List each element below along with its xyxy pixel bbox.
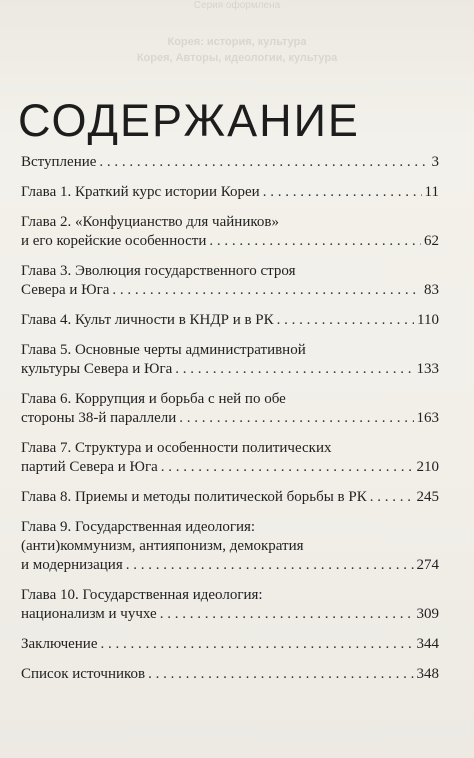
- toc-entry-title: Глава 7. Структура и особенности политических: [21, 440, 332, 456]
- dot-leader: [160, 605, 414, 624]
- toc-entry: [21, 488, 439, 507]
- toc-entry-leader-line: [21, 183, 439, 202]
- toc-entry-title: Глава 8. Приемы и методы политической борьбы в РК: [21, 489, 367, 505]
- dot-leader: [370, 488, 414, 507]
- toc-entry-title: Глава 1. Краткий курс истории Кореи: [21, 184, 260, 200]
- dot-leader: [263, 183, 422, 202]
- toc-entry-leader-line: [21, 153, 439, 172]
- toc-entry: [21, 183, 439, 202]
- toc-entry-title: Список источников: [21, 666, 146, 682]
- dot-leader: [161, 458, 414, 477]
- toc-entry-leader-line: [21, 232, 439, 251]
- toc-page-number: 3: [431, 154, 439, 170]
- toc-entry-title: Глава 4. Культ личности в КНДР и в РК: [21, 312, 274, 328]
- toc-page-number: 210: [416, 459, 439, 475]
- toc-entry-leader-line: [21, 665, 439, 684]
- toc-entry: [21, 262, 439, 300]
- bleed-through-text: Корея: история, культура: [167, 36, 307, 48]
- toc-entry: [21, 153, 439, 172]
- toc-entry-title: Глава 6. Коррупция и борьба с ней по обе: [21, 391, 286, 407]
- toc-entry-title: культуры Севера и Юга: [21, 361, 173, 377]
- dot-leader: [99, 153, 428, 172]
- toc-entry-leader-line: [21, 409, 439, 428]
- toc-page-number: 348: [416, 666, 439, 682]
- toc-entry-title: стороны 38-й параллели: [21, 410, 177, 426]
- toc-entry-title: партий Севера и Юга: [21, 459, 158, 475]
- toc-entry-title: национализм и чучхе: [21, 606, 157, 622]
- dot-leader: [277, 311, 414, 330]
- toc-entry: [21, 439, 439, 477]
- toc-entry-title-line: [21, 537, 439, 556]
- toc-page-number: 11: [424, 184, 439, 200]
- toc-entry-title-line: [21, 518, 439, 537]
- toc-entry-leader-line: [21, 605, 439, 624]
- toc-entry: [21, 311, 439, 330]
- toc-page-number: 163: [416, 410, 439, 426]
- dot-leader: [112, 281, 421, 300]
- toc-page-number: 83: [424, 282, 439, 298]
- toc-entry-leader-line: [21, 311, 439, 330]
- toc-entry-leader-line: [21, 635, 439, 654]
- toc-entry: [21, 518, 439, 575]
- toc-entry-title: Севера и Юга: [21, 282, 110, 298]
- toc-entry-title: Глава 5. Основные черты административной: [21, 342, 306, 358]
- toc-entry-leader-line: [21, 458, 439, 477]
- toc-entry-title: Вступление: [21, 154, 97, 170]
- toc-entry-title-line: [21, 390, 439, 409]
- toc-page-number: 133: [416, 361, 439, 377]
- toc-entry: [21, 390, 439, 428]
- toc-entry: [21, 586, 439, 624]
- toc-page-number: 309: [416, 606, 439, 622]
- toc-page-number: 344: [416, 636, 439, 652]
- toc-entry: [21, 635, 439, 654]
- dot-leader: [175, 360, 413, 379]
- toc-entry-title-line: [21, 213, 439, 232]
- toc-entry-title: и модернизация: [21, 557, 123, 573]
- toc-entry-title: Заключение: [21, 636, 98, 652]
- toc-entry-leader-line: [21, 360, 439, 379]
- toc-page-number: 274: [416, 557, 439, 573]
- toc-entry-title-line: [21, 341, 439, 360]
- dot-leader: [179, 409, 413, 428]
- toc-entry-title: Глава 3. Эволюция государственного строя: [21, 263, 296, 279]
- bleed-through-text: Корея, Авторы, идеологии, культура: [136, 52, 338, 64]
- toc-entry-title: и его корейские особенности: [21, 233, 207, 249]
- toc-entry-title: Глава 9. Государственная идеология:: [21, 519, 256, 535]
- page-title: СОДЕРЖАНИЕ: [18, 95, 360, 147]
- toc-entry-title: Глава 2. «Конфуцианство для чайников»: [21, 214, 279, 230]
- toc-entry: [21, 341, 439, 379]
- toc-entry-title: (анти)коммунизм, антияпонизм, демократия: [21, 538, 304, 554]
- dot-leader: [126, 556, 414, 575]
- toc-entry-title: Глава 10. Государственная идеология:: [21, 587, 263, 603]
- toc-page-number: 110: [417, 312, 439, 328]
- toc-page-number: 62: [424, 233, 439, 249]
- dot-leader: [101, 635, 414, 654]
- toc-entry-leader-line: [21, 556, 439, 575]
- dot-leader: [148, 665, 413, 684]
- toc-entry: [21, 213, 439, 251]
- toc-entry-leader-line: [21, 488, 439, 507]
- toc-entry-title-line: [21, 586, 439, 605]
- toc-entry: [21, 665, 439, 684]
- toc-page-number: 245: [416, 489, 439, 505]
- bleed-through-text: Серия оформлена: [193, 0, 281, 11]
- table-of-contents: [21, 153, 439, 695]
- dot-leader: [209, 232, 421, 251]
- toc-entry-title-line: [21, 262, 439, 281]
- toc-entry-leader-line: [21, 281, 439, 300]
- toc-entry-title-line: [21, 439, 439, 458]
